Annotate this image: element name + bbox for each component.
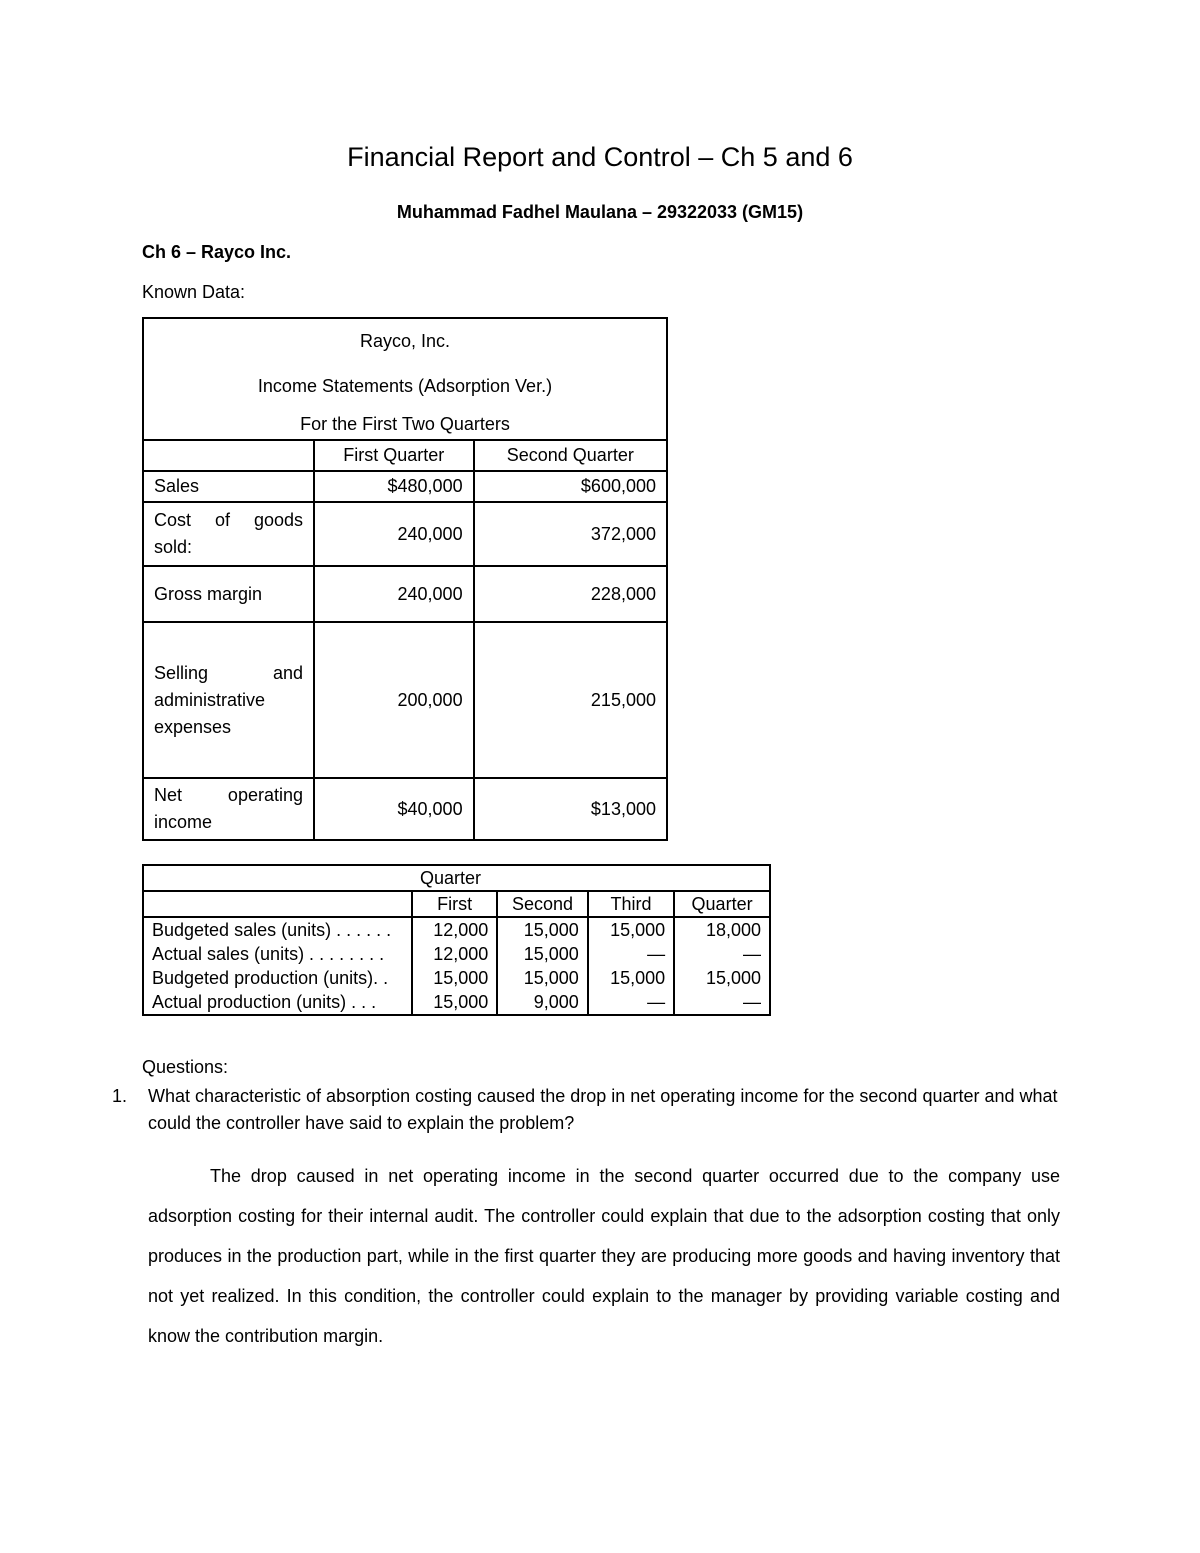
row-label: Cost of goods sold: bbox=[143, 502, 314, 566]
statement-name: Income Statements (Adsorption Ver.) bbox=[257, 376, 553, 396]
cell: 15,000 bbox=[497, 942, 588, 966]
table-row bbox=[143, 778, 667, 840]
cell: 15,000 bbox=[412, 966, 497, 990]
statement-period: For the First Two Quarters bbox=[300, 414, 510, 434]
page-title: Financial Report and Control – Ch 5 and 6 bbox=[347, 142, 853, 172]
row-label: Actual production (units) . . . bbox=[143, 990, 412, 1015]
table-row bbox=[143, 966, 770, 990]
units-table bbox=[142, 864, 771, 1016]
cell: 15,000 bbox=[674, 966, 770, 990]
cell: — bbox=[588, 942, 674, 966]
row-value-q2: 228,000 bbox=[474, 566, 667, 622]
table-row bbox=[143, 622, 667, 778]
col-header-first-quarter: First Quarter bbox=[314, 440, 474, 471]
cell: — bbox=[588, 990, 674, 1015]
question-number: 1. bbox=[112, 1086, 128, 1106]
row-value-q1: $40,000 bbox=[314, 778, 474, 840]
table-row bbox=[143, 990, 770, 1015]
row-label: Budgeted production (units). . bbox=[143, 966, 412, 990]
cell: 12,000 bbox=[412, 917, 497, 942]
row-value-q2: 215,000 bbox=[474, 622, 667, 778]
row-value-q1: 240,000 bbox=[314, 502, 474, 566]
author-line: Muhammad Fadhel Maulana – 29322033 (GM15) bbox=[396, 202, 804, 222]
table-row bbox=[143, 917, 770, 942]
table-row bbox=[143, 502, 667, 566]
company-name: Rayco, Inc. bbox=[359, 331, 451, 351]
cell: 15,000 bbox=[588, 966, 674, 990]
cell: 15,000 bbox=[588, 917, 674, 942]
col-header-second-quarter: Second Quarter bbox=[474, 440, 667, 471]
question-item bbox=[112, 1083, 1072, 1137]
col-header-first: First bbox=[412, 891, 497, 917]
cell: 15,000 bbox=[497, 966, 588, 990]
answer-paragraph: The drop caused in net operating income in the second quarter occurred due to the company use adsorption costing for their internal audit. The controller could explain that due to the adsorption costing that only produces in the production part, while in the first quarter they are producing more goods and having inventory that not yet realized. In this condition, the controller could explain to the manager by providing variable costing and know the contribution margin. bbox=[148, 1166, 1060, 1346]
row-label: Net operating income bbox=[143, 778, 314, 840]
table-row bbox=[143, 471, 667, 502]
col-header-third: Third bbox=[588, 891, 674, 917]
units-group-header: Quarter bbox=[412, 865, 770, 891]
table-header-blank bbox=[143, 440, 314, 471]
row-value-q2: 372,000 bbox=[474, 502, 667, 566]
row-value-q2: $600,000 bbox=[474, 471, 667, 502]
row-label: Actual sales (units) . . . . . . . . bbox=[143, 942, 412, 966]
known-data-label: Known Data: bbox=[142, 282, 246, 302]
row-label: Budgeted sales (units) . . . . . . bbox=[143, 917, 412, 942]
question-text: What characteristic of absorption costing caused the drop in net operating income for the second quarter and what could the controller have said to explain the problem? bbox=[148, 1086, 1058, 1133]
cell: — bbox=[674, 990, 770, 1015]
cell: 18,000 bbox=[674, 917, 770, 942]
cell: 12,000 bbox=[412, 942, 497, 966]
row-label: Gross margin bbox=[143, 566, 314, 622]
table-row bbox=[143, 566, 667, 622]
row-value-q2: $13,000 bbox=[474, 778, 667, 840]
cell: 9,000 bbox=[497, 990, 588, 1015]
units-col-header-blank bbox=[143, 891, 412, 917]
questions-label: Questions: bbox=[142, 1057, 229, 1077]
chapter-heading: Ch 6 – Rayco Inc. bbox=[142, 242, 292, 262]
income-statement-header bbox=[143, 318, 667, 440]
col-header-quarter: Quarter bbox=[674, 891, 770, 917]
col-header-second: Second bbox=[497, 891, 588, 917]
row-value-q1: $480,000 bbox=[314, 471, 474, 502]
row-label: Selling and administrative expenses bbox=[143, 622, 314, 778]
units-header-blank bbox=[143, 865, 412, 891]
income-statement-table bbox=[142, 317, 668, 841]
cell: — bbox=[674, 942, 770, 966]
row-label: Sales bbox=[143, 471, 314, 502]
row-value-q1: 200,000 bbox=[314, 622, 474, 778]
table-row bbox=[143, 942, 770, 966]
cell: 15,000 bbox=[412, 990, 497, 1015]
cell: 15,000 bbox=[497, 917, 588, 942]
row-value-q1: 240,000 bbox=[314, 566, 474, 622]
